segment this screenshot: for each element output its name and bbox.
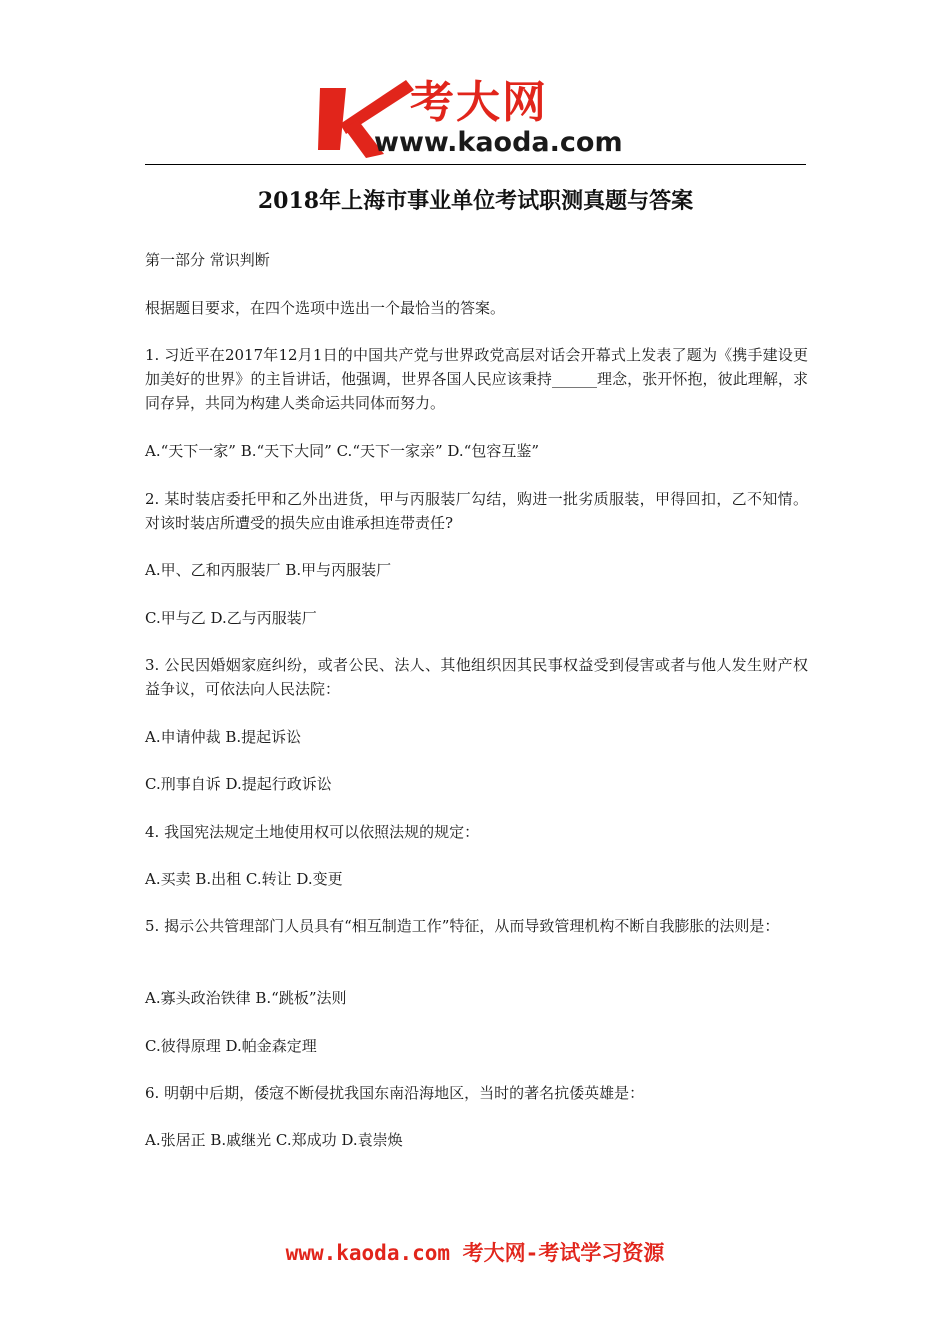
question-5-options-a: A.寡头政治铁律 B.“跳板”法则: [145, 989, 347, 1007]
question-2-text: 2. 某时装店委托甲和乙外出进货，甲与丙服装厂勾结，购进一批劣质服装，甲得回扣，乙不知情。对该时装店所遭受的损失应由谁承担连带责任?: [145, 490, 808, 532]
section-heading: 第一部分 常识判断: [145, 251, 270, 269]
kaoda-logo: [318, 78, 648, 160]
instructions: 根据题目要求，在四个选项中选出一个最恰当的答案。: [145, 299, 506, 317]
question-2-options-b: C.甲与乙 D.乙与丙服装厂: [145, 609, 317, 627]
question-3-text: 3. 公民因婚姻家庭纠纷，或者公民、法人、其他组织因其民事权益受到侵害或者与他人发生财产权益争议，可依法向人民法院：: [145, 656, 808, 698]
question-1-text: 1. 习近平在2017年12月1日的中国共产党与世界政党高层对话会开幕式上发表了题为《携手建设更加美好的世界》的主旨讲话，他强调，世界各国人民应该秉持______理念，张开怀抱，彼此理解，求同存异，共同为构建人类命运共同体而努力。: [145, 346, 808, 412]
question-1-options: A.“天下一家” B.“天下大同” C.“天下一家亲” D.“包容互鉴”: [145, 442, 540, 460]
question-2-options-a: A.甲、乙和丙服装厂 B.甲与丙服装厂: [145, 561, 392, 579]
question-6-options: A.张居正 B.戚继光 C.郑成功 D.袁崇焕: [145, 1131, 403, 1149]
question-5-text: 5. 揭示公共管理部门人员具有“相互制造工作”特征，从而导致管理机构不断自我膨胀的法则是：: [145, 917, 780, 935]
question-3-options-b: C.刑事自诉 D.提起行政诉讼: [145, 775, 332, 793]
question-4-text: 4. 我国宪法规定土地使用权可以依照法规的规定：: [145, 823, 480, 841]
question-5-options-b: C.彼得原理 D.帕金森定理: [145, 1037, 317, 1055]
question-3-options-a: A.申请仲裁 B.提起诉讼: [145, 728, 302, 746]
question-6-text: 6. 明朝中后期，倭寇不断侵扰我国东南沿海地区，当时的著名抗倭英雄是：: [145, 1084, 645, 1102]
footer-link[interactable]: www.kaoda.com 考大网-考试学习资源: [285, 1241, 665, 1265]
header-divider: [145, 164, 806, 165]
logo-name: 考大网: [410, 77, 548, 128]
logo-url: www.kaoda.com: [374, 127, 623, 158]
document-title: 2018年上海市事业单位考试职测真题与答案: [257, 188, 694, 214]
question-4-options: A.买卖 B.出租 C.转让 D.变更: [145, 870, 343, 888]
